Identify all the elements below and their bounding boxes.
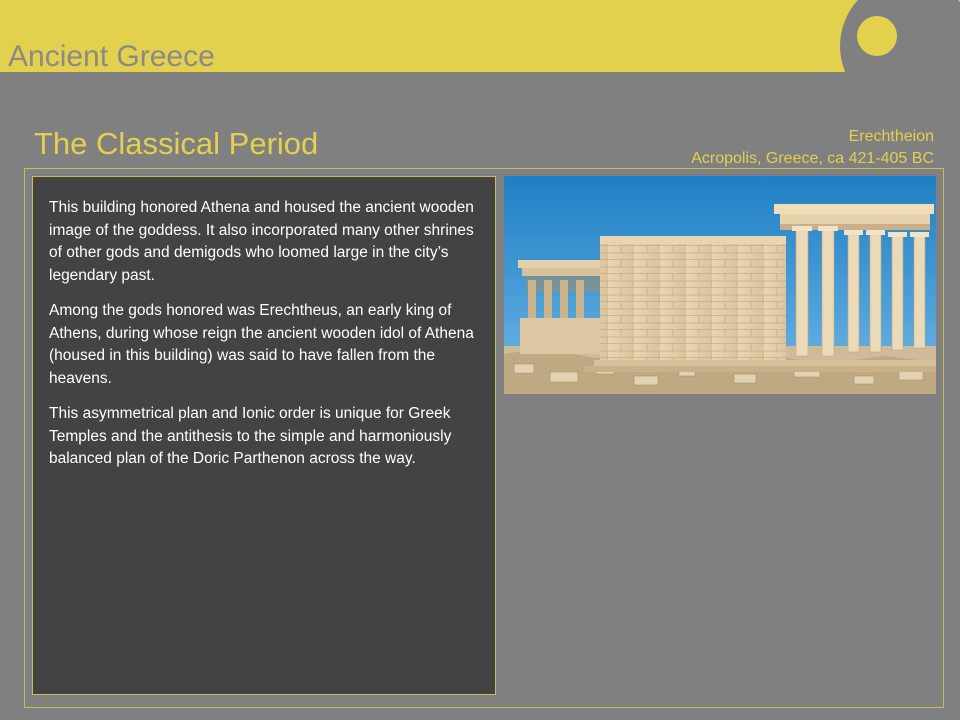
text-panel [32,176,496,695]
erechtheion-photo [504,176,936,394]
paragraph-3: This asymmetrical plan and Ionic order is unique for Greek Temples and the antithesis to the simple and harmoniously balanced plan of the Doric Parthenon across the way. [49,405,452,467]
deck-title: Ancient Greece [8,40,215,73]
image-caption [691,126,934,170]
paragraph-2: Among the gods honored was Erechtheus, an early king of Athens, during whose reign the ancient wooden idol of Athena (housed in this building) was said to have fallen from the heavens. [49,302,474,387]
body-text [49,197,489,484]
caption-location-date: Acropolis, Greece, ca 421-405 BC [691,150,934,167]
caption-monument-name: Erechtheion [848,128,934,145]
decorative-circle [840,0,960,114]
paragraph-1: This building honored Athena and housed the ancient wooden image of the goddess. It also incorporated many other shrines of other gods and demigods who loomed large in the city’s legendary past. [49,199,474,284]
slide-title: The Classical Period [34,126,319,161]
decorative-dot [857,16,897,56]
